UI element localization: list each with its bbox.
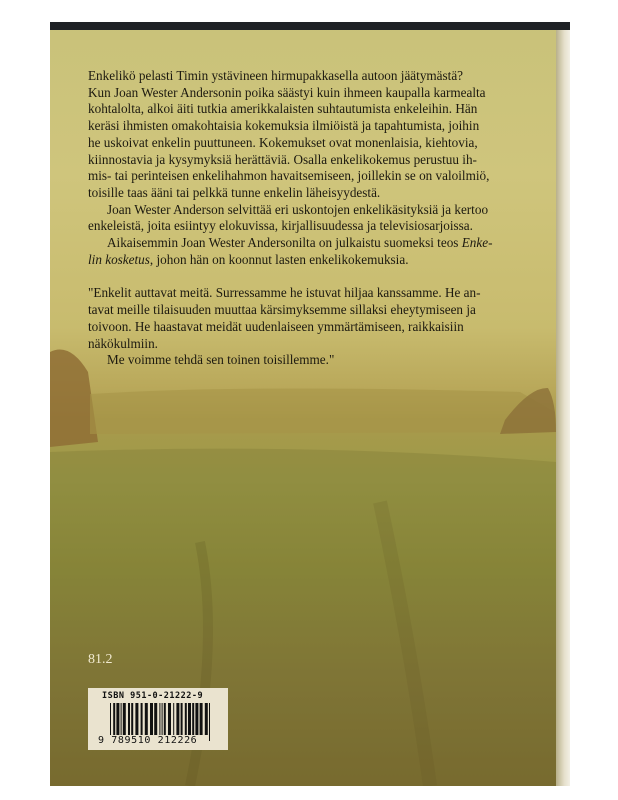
barcode-bar: [123, 703, 126, 735]
quote-line: toivoon. He haastavat meidät uudenlaiseen ymmärtämiseen, raikkaisiin: [88, 318, 464, 334]
barcode-bar: [181, 703, 183, 735]
para3-line: [88, 235, 558, 252]
blurb-text: [88, 68, 558, 369]
para3-text: Aikaisemmin Joan Wester Andersonilta on julkaistu suomeksi teos: [107, 235, 462, 251]
barcode-bar: [154, 703, 157, 735]
blurb-line: kohtalolta, alkoi äiti tutkia amerikkalaisten suhtautumista enkeleihin. Hän: [88, 101, 478, 117]
blurb-line: Kun Joan Wester Andersonin poika säästyi kuin ihmeen kaupalla karmealta: [88, 84, 486, 100]
barcode-bar: [145, 703, 148, 735]
barcode-bar: [200, 703, 203, 735]
barcode-bar: [121, 703, 122, 735]
barcode-bar: [135, 703, 138, 735]
barcode-bar: [209, 703, 210, 741]
spacer: [88, 268, 558, 285]
quote-line: tavat meille tilaisuuden muuttaa kärsimyksemme sillaksi eheytymiseen ja: [88, 302, 476, 318]
barcode-bar: [205, 703, 208, 735]
horizon-band: [90, 388, 555, 434]
isbn-text: ISBN 951-0-21222-9: [102, 691, 204, 701]
blurb-line: keräsi ihmisten omakohtaisia kokemuksia ilmiöistä ja tapahtumista, joihin: [88, 118, 480, 134]
blurb-line: mis- tai perinteisen enkelihahmon havaitsemiseen, joillekin se on valoilmiö,: [88, 168, 490, 184]
book-title: lin kosketus: [88, 251, 150, 267]
barcode-bar: [131, 703, 133, 735]
barcode-bar: [141, 703, 143, 735]
barcode-bar: [185, 703, 187, 735]
barcode-bar: [150, 703, 153, 735]
barcode-bar: [192, 703, 194, 735]
barcode-bar: [168, 703, 171, 735]
classification-number: 81.2: [88, 652, 113, 667]
barcode-bar: [176, 703, 179, 735]
barcode-bar: [113, 703, 115, 735]
barcode-bar: [164, 703, 166, 735]
para2-line: enkeleistä, joita esiintyy elokuvissa, kirjallisuudessa ja televisiosarjoissa.: [88, 218, 473, 234]
barcode-bar: [128, 703, 130, 735]
book-title: Enke-: [461, 235, 493, 251]
barcode-bar: [188, 703, 191, 735]
ean-digits: 9 789510 212226: [98, 735, 198, 746]
blurb-line: toisille taas ääni tai pelkkä tunne enkelin läheisyydestä.: [88, 184, 381, 200]
quote-line: "Enkelit auttavat meitä. Surressamme he istuvat hiljaa kanssamme. He an-: [88, 285, 481, 301]
barcode-bar: [195, 703, 198, 735]
blurb-line: Enkelikö pelasti Timin ystävineen hirmupakkasella autoon jäätymästä?: [88, 68, 464, 83]
blurb-line: he uskoivat enkelin puuttuneen. Kokemukset ovat monenlaisia, kiehtovia,: [88, 134, 478, 150]
para3-line: [88, 252, 558, 269]
barcode-bar: [116, 703, 119, 735]
blurb-line: kiinnostavia ja kysymyksiä herättäviä. Osalla enkelikokemus perustuu ih-: [88, 151, 477, 167]
isbn-barcode-label: [88, 688, 228, 750]
para2-line: Joan Wester Anderson selvittää eri uskontojen enkelikäsityksiä ja kertoo: [107, 201, 489, 217]
quote-line: Me voimme tehdä sen toinen toisillemme.": [107, 352, 335, 368]
para3-text: , johon hän on koonnut lasten enkelikokemuksia.: [149, 251, 409, 267]
quote-line: näkökulmiin.: [88, 335, 158, 351]
cover-right-edge: [556, 30, 570, 786]
barcode-bar: [173, 703, 174, 735]
cover-top-edge: [50, 22, 570, 30]
book-back-cover: [50, 22, 570, 786]
